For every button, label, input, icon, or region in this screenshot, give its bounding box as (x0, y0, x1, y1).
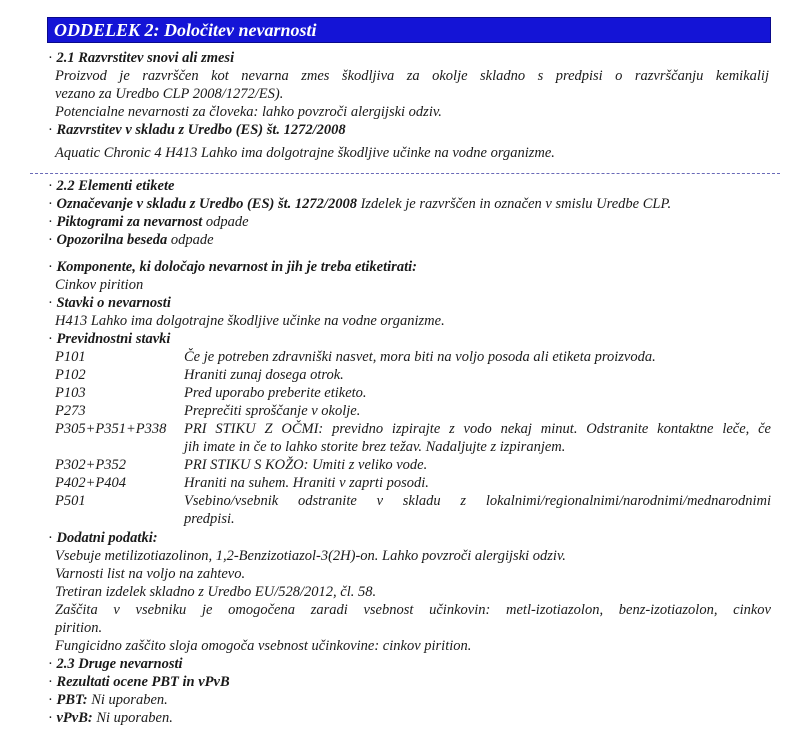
precautionary-heading (48, 331, 170, 348)
hazard-statement-text: H413 Lahko ima dolgotrajne škodljive učinke na vodne organizme. (55, 313, 445, 329)
hazard-statements-heading (48, 295, 171, 312)
heading-text: 2.3 Druge nevarnosti (56, 656, 183, 672)
p-text: Pred uporabo preberite etiketo. (184, 385, 367, 401)
subsection-2-1-heading (48, 50, 234, 67)
heading-text: Previdnostni stavki (56, 331, 171, 347)
p-text: PRI STIKU Z OČMI: previdno izpirajte z vodo nekaj minut. Odstranite kontaktne leče, če (184, 421, 771, 437)
signal-word-value: odpade (167, 232, 214, 248)
p-text: Hraniti na suhem. Hraniti v zaprti posodi. (184, 475, 429, 491)
p-text: Vsebino/vsebnik odstranite v skladu z lokalnimi/regionalnimi/narodnimi/mednarodnimi (184, 493, 771, 509)
heading-text: Razvrstitev v skladu z Uredbo (ES) št. 1272/2008 (56, 122, 346, 138)
vpvb-value: Ni uporaben. (92, 710, 173, 726)
heading-text: Stavki o nevarnosti (56, 295, 171, 311)
components-heading (48, 259, 417, 276)
additional-info-line: Tretiran izdelek skladno z Uredbo EU/528/2012, čl. 58. (55, 584, 377, 600)
heading-text: Rezultati ocene PBT in vPvB (56, 674, 230, 690)
p-code: P102 (55, 367, 86, 383)
pictograms-value: odpade (202, 214, 249, 230)
classification-text-line2: vezano za Uredbo CLP 2008/1272/ES). (55, 86, 284, 102)
pbt-label: PBT: (56, 692, 88, 708)
labelling-line (48, 196, 671, 213)
p-text: PRI STIKU S KOŽO: Umiti z veliko vode. (184, 457, 428, 473)
pictograms-line (48, 214, 249, 231)
pbt-line (48, 692, 168, 709)
p-code: P103 (55, 385, 86, 401)
p-code: P101 (55, 349, 86, 365)
pbt-results-heading (48, 674, 230, 691)
p-text-cont: predpisi. (184, 511, 235, 527)
heading-text: Komponente, ki določajo nevarnost in jih je treba etiketirati: (56, 259, 417, 275)
pictograms-heading: Piktogrami za nevarnost (56, 214, 203, 230)
signal-word-line (48, 232, 214, 249)
additional-info-heading (48, 530, 158, 547)
bullet: · (48, 692, 53, 708)
p-text: Preprečiti sproščanje v okolje. (184, 403, 361, 419)
p-text: Če je potreben zdravniški nasvet, mora biti na voljo posoda ali etiketa proizvoda. (184, 349, 656, 365)
subsection-2-2-heading (48, 178, 174, 195)
bullet: · (48, 331, 53, 347)
p-text-cont: jih imate in če to lahko storite brez težav. Nadaljujte z izpiranjem. (184, 439, 566, 455)
labelling-text: Izdelek je razvrščen in označen v smislu Uredbe CLP. (356, 196, 672, 212)
bullet: · (48, 214, 53, 230)
aquatic-chronic-text: Aquatic Chronic 4 H413 Lahko ima dolgotrajne škodljive učinke na vodne organizme. (55, 145, 555, 161)
signal-word-heading: Opozorilna beseda (56, 232, 168, 248)
additional-info-line: Zaščita v vsebniku je omogočena zaradi vsebnost učinkovin: metl-izotiazolon, benz-izotiazolon, cinkov (55, 602, 771, 618)
vpvb-label: vPvB: (56, 710, 93, 726)
additional-info-line: pirition. (55, 620, 103, 636)
pbt-value: Ni uporaben. (87, 692, 168, 708)
dashed-separator (30, 173, 780, 174)
p-code: P305+P351+P338 (55, 421, 167, 437)
subsection-2-3-heading (48, 656, 183, 673)
heading-text: 2.1 Razvrstitev snovi ali zmesi (56, 50, 235, 66)
bullet: · (48, 232, 53, 248)
labelling-heading: Označevanje v skladu z Uredbo (ES) št. 1272/2008 (56, 196, 357, 212)
section-header: ODDELEK 2: Določitev nevarnosti (47, 17, 771, 43)
heading-text: Dodatni podatki: (56, 530, 158, 546)
bullet: · (48, 50, 53, 66)
classification-text-line1: Proizvod je razvrščen kot nevarna zmes škodljiva za okolje skladno s predpisi o razvrščanju kemikalij (55, 68, 769, 84)
bullet: · (48, 656, 53, 672)
bullet: · (48, 295, 53, 311)
bullet: · (48, 196, 53, 212)
p-code: P302+P352 (55, 457, 126, 473)
p-code: P402+P404 (55, 475, 126, 491)
bullet: · (48, 122, 53, 138)
additional-info-line: Fungicidno zaščito sloja omogoča vsebnost učinkovine: cinkov pirition. (55, 638, 472, 654)
additional-info-line: Varnosti list na voljo na zahtevo. (55, 566, 246, 582)
bullet: · (48, 674, 53, 690)
bullet: · (48, 178, 53, 194)
bullet: · (48, 530, 53, 546)
bullet: · (48, 259, 53, 275)
p-code: P273 (55, 403, 86, 419)
regulation-heading (48, 122, 346, 139)
additional-info-line: Vsebuje metilizotiazolinon, 1,2-Benzizotiazol-3(2H)-on. Lahko povzroči alergijski odziv. (55, 548, 566, 564)
p-text: Hraniti zunaj dosega otrok. (184, 367, 344, 383)
vpvb-line (48, 710, 173, 727)
bullet: · (48, 710, 53, 726)
heading-text: 2.2 Elementi etikete (56, 178, 175, 194)
p-code: P501 (55, 493, 86, 509)
potential-hazards-text: Potencialne nevarnosti za človeka: lahko povzroči alergijski odziv. (55, 104, 442, 120)
components-value: Cinkov pirition (55, 277, 144, 293)
